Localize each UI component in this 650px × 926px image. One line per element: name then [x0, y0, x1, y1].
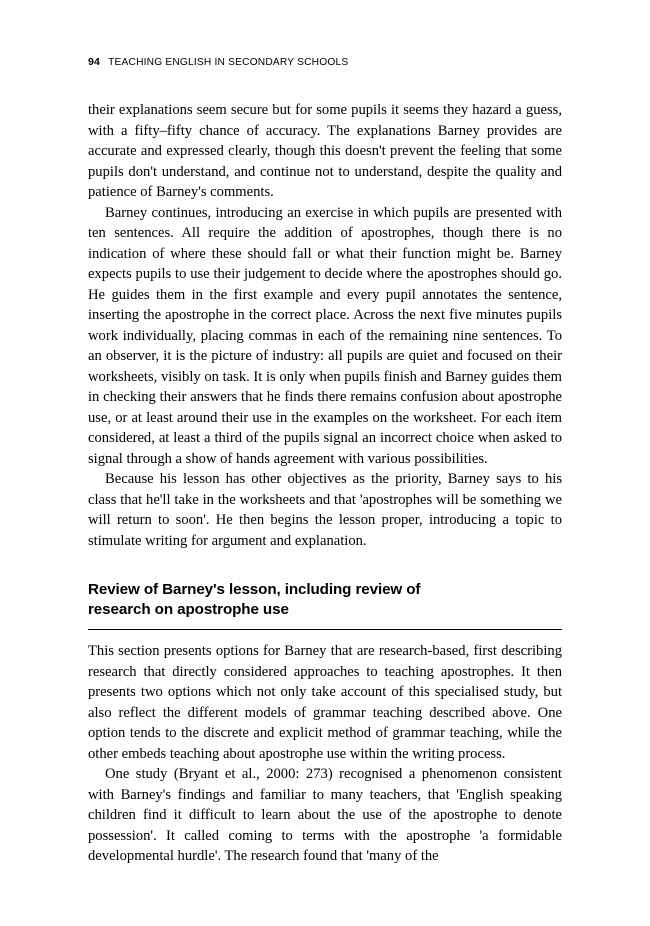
section-heading-line-2: research on apostrophe use [88, 601, 289, 619]
page-number: 94 [88, 56, 101, 68]
page-content [88, 100, 562, 867]
section-paragraph-2: One study (Bryant et al., 2000: 273) recognised a phenomenon consistent with Barney's findings and familiar to many teachers, that 'English speaking children find it difficult to learn about the use of the apostrophe to denote possession'. It called coming to terms with the apostrophe 'a formidable developmental hurdle'. The research found that 'many of the [88, 766, 562, 865]
running-head: TEACHING ENGLISH IN SECONDARY SCHOOLS [108, 57, 349, 68]
paragraph-2: Barney continues, introducing an exercise in which pupils are presented with ten sentences. All require the addition of apostrophes, though there is no indication of where these should fall or what their function might be. Barney expects pupils to use their judgement to decide where the apostrophes should go. He guides them in the first example and every pupil annotates the sentence, inserting the apostrophe in the correct place. Across the next five minutes pupils work individually, placing commas in each of the remaining nine sentences. To an observer, it is the picture of industry: all pupils are quiet and focused on their worksheets, visibly on task. It is only when pupils finish and Barney guides them in checking their answers that he finds there remains confusion about apostrophe use, or at least around their use in the examples on the worksheet. For each item considered, at least a third of the pupils signal an incorrect choice when asked to signal through a show of hands agreement with various possibilities. [88, 204, 562, 467]
section-heading-line-1: Review of Barney's lesson, including review of [88, 581, 421, 598]
page-header [88, 56, 562, 68]
paragraph-3: Because his lesson has other objectives as the priority, Barney says to his class that he'll take in the worksheets and that 'apostrophes will be something we will return to soon'. He then begins the lesson proper, introducing a topic to stimulate writing for argument and explanation. [88, 471, 562, 549]
section-heading-block [88, 580, 562, 630]
section-divider [88, 629, 562, 630]
paragraph-1: their explanations seem secure but for some pupils it seems they hazard a guess, with a fifty–fifty chance of accuracy. The explanations Barney provides are accurate and expressed clearly, though this doesn't prevent the feeling that some pupils don't understand, and continue not to understand, despite the quality and patience of Barney's comments. [88, 102, 562, 200]
section-paragraph-1: This section presents options for Barney that are research-based, first describing research that directly considered approaches to teaching apostrophes. It then presents two options which not only take account of this specialised study, but also reflect the different models of grammar teaching described above. One option tends to the discrete and explicit method of grammar teaching, while the other embeds teaching about apostrophe use within the writing process. [88, 643, 562, 762]
